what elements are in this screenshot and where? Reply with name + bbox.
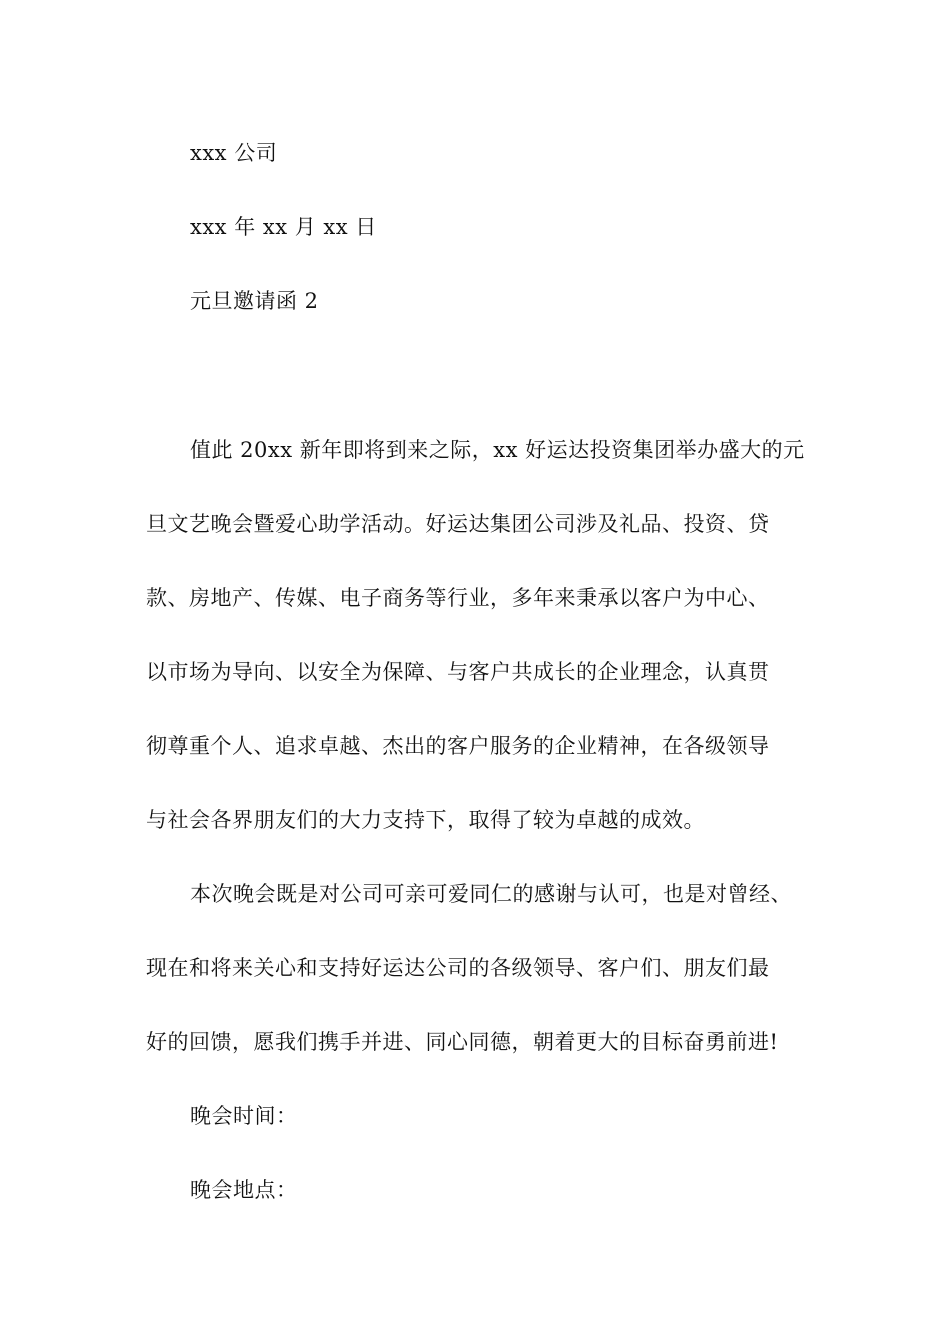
document-date: xxx 年 xx 月 xx 日 bbox=[190, 215, 377, 239]
paragraph-2-line-3: 好的回馈，愿我们携手并进、同心同德，朝着更大的目标奋勇前进! bbox=[146, 1030, 779, 1054]
paragraph-2-line-1: 本次晚会既是对公司可亲可爱同仁的感谢与认可，也是对曾经、 bbox=[190, 882, 792, 906]
paragraph-1-line-1: 值此 20xx 新年即将到来之际，xx 好运达投资集团举办盛大的元 bbox=[190, 438, 805, 462]
paragraph-2-line-2: 现在和将来关心和支持好运达公司的各级领导、客户们、朋友们最 bbox=[146, 956, 770, 980]
event-location-label: 晚会地点： bbox=[190, 1178, 298, 1202]
paragraph-1-line-2: 旦文艺晚会暨爱心助学活动。好运达集团公司涉及礼品、投资、贷 bbox=[146, 512, 770, 536]
paragraph-1-line-4: 以市场为导向、以安全为保障、与客户共成长的企业理念，认真贯 bbox=[146, 660, 770, 684]
event-time-label: 晚会时间： bbox=[190, 1104, 298, 1128]
company-name: xxx 公司 bbox=[190, 141, 278, 165]
paragraph-1-line-6: 与社会各界朋友们的大力支持下，取得了较为卓越的成效。 bbox=[146, 808, 705, 832]
paragraph-1-line-3: 款、房地产、传媒、电子商务等行业，多年来秉承以客户为中心、 bbox=[146, 586, 770, 610]
document-title: 元旦邀请函 2 bbox=[190, 289, 319, 313]
paragraph-1-line-5: 彻尊重个人、追求卓越、杰出的客户服务的企业精神，在各级领导 bbox=[146, 734, 770, 758]
